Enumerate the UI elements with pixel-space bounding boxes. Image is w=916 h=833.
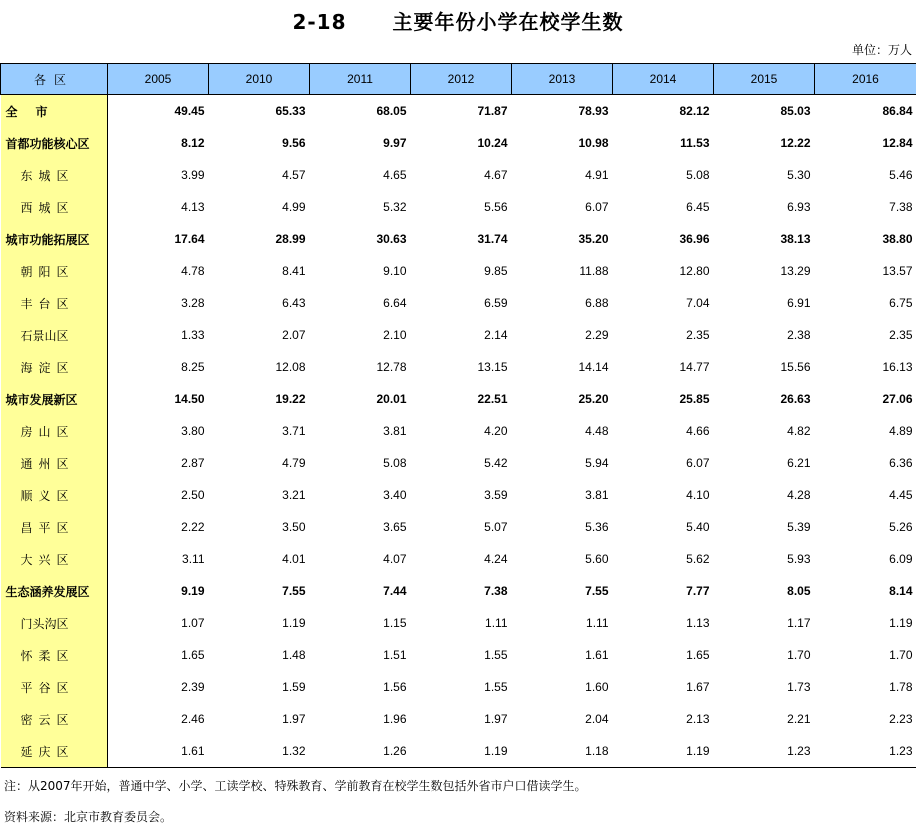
value-cell: 9.10 <box>383 264 407 278</box>
value-cell: 4.91 <box>585 168 609 182</box>
value-cell: 4.79 <box>282 456 306 470</box>
value-cell: 85.03 <box>780 104 811 118</box>
value-cell: 22.51 <box>477 392 508 406</box>
value-cell: 1.13 <box>686 616 710 630</box>
value-cell: 9.85 <box>484 264 508 278</box>
value-cell: 4.07 <box>383 552 407 566</box>
value-cell: 2.22 <box>181 520 205 534</box>
value-cell: 2.35 <box>686 328 710 342</box>
value-cell: 2.50 <box>181 488 205 502</box>
district-name: 房山区 <box>1 415 108 447</box>
table-row <box>1 607 916 639</box>
value-cell: 10.24 <box>477 136 508 150</box>
table-row <box>1 127 916 159</box>
table-row <box>1 671 916 703</box>
value-cell: 2.29 <box>585 328 609 342</box>
value-cell: 3.21 <box>282 488 306 502</box>
value-cell: 20.01 <box>376 392 407 406</box>
value-cell: 2.14 <box>484 328 508 342</box>
value-cell: 31.74 <box>477 232 508 246</box>
value-cell: 6.91 <box>787 296 811 310</box>
district-name: 海淀区 <box>1 351 108 383</box>
value-cell: 36.96 <box>679 232 710 246</box>
value-cell: 3.59 <box>484 488 508 502</box>
value-cell: 5.93 <box>787 552 811 566</box>
value-cell: 5.60 <box>585 552 609 566</box>
value-cell: 5.46 <box>889 168 913 182</box>
value-cell: 1.65 <box>181 648 205 662</box>
table-row <box>1 383 916 415</box>
district-name: 丰台区 <box>1 287 108 319</box>
value-cell: 1.19 <box>282 616 306 630</box>
source-note: 资料来源：北京市教育委员会。 <box>4 810 173 824</box>
value-cell: 7.04 <box>686 296 710 310</box>
data-table <box>0 63 916 768</box>
corner-header: 各区 <box>1 64 108 95</box>
value-cell: 11.53 <box>680 136 710 150</box>
value-cell: 6.21 <box>787 456 811 470</box>
value-cell: 2.38 <box>787 328 811 342</box>
value-cell: 9.19 <box>181 584 205 598</box>
value-cell: 5.42 <box>484 456 508 470</box>
district-name: 大兴区 <box>1 543 108 575</box>
value-cell: 1.48 <box>282 648 306 662</box>
district-name: 昌平区 <box>1 511 108 543</box>
value-cell: 1.33 <box>181 328 205 342</box>
value-cell: 1.65 <box>686 648 710 662</box>
value-cell: 5.40 <box>686 520 710 534</box>
value-cell: 6.64 <box>383 296 407 310</box>
value-cell: 1.78 <box>889 680 913 694</box>
district-name: 首都功能核心区 <box>1 127 108 159</box>
table-row <box>1 639 916 671</box>
year-header: 2013 <box>512 64 613 95</box>
value-cell: 16.13 <box>882 360 913 374</box>
district-name: 城市功能拓展区 <box>1 223 108 255</box>
value-cell: 14.77 <box>679 360 710 374</box>
district-name: 平谷区 <box>1 671 108 703</box>
value-cell: 1.73 <box>787 680 811 694</box>
value-cell: 28.99 <box>275 232 306 246</box>
year-header: 2011 <box>310 64 411 95</box>
value-cell: 9.97 <box>383 136 407 150</box>
value-cell: 30.63 <box>376 232 407 246</box>
year-header: 2016 <box>815 64 916 95</box>
value-cell: 12.80 <box>679 264 710 278</box>
value-cell: 4.20 <box>484 424 508 438</box>
year-header: 2005 <box>108 64 209 95</box>
value-cell: 5.94 <box>585 456 609 470</box>
value-cell: 2.39 <box>181 680 205 694</box>
table-row <box>1 223 916 255</box>
value-cell: 1.11 <box>485 616 508 630</box>
value-cell: 4.13 <box>181 200 205 214</box>
value-cell: 8.41 <box>282 264 306 278</box>
value-cell: 3.50 <box>282 520 306 534</box>
value-cell: 17.64 <box>174 232 205 246</box>
value-cell: 1.60 <box>585 680 609 694</box>
table-row <box>1 735 916 768</box>
value-cell: 4.99 <box>282 200 306 214</box>
value-cell: 7.38 <box>889 200 913 214</box>
value-cell: 1.70 <box>889 648 913 662</box>
table-row <box>1 255 916 287</box>
value-cell: 1.97 <box>282 712 306 726</box>
value-cell: 1.96 <box>383 712 407 726</box>
value-cell: 13.57 <box>882 264 913 278</box>
value-cell: 4.78 <box>181 264 205 278</box>
value-cell: 4.48 <box>585 424 609 438</box>
value-cell: 14.14 <box>578 360 609 374</box>
value-cell: 6.45 <box>686 200 710 214</box>
value-cell: 7.55 <box>282 584 306 598</box>
value-cell: 4.65 <box>383 168 407 182</box>
value-cell: 6.88 <box>585 296 609 310</box>
district-name: 朝阳区 <box>1 255 108 287</box>
value-cell: 6.59 <box>484 296 508 310</box>
district-name: 石景山区 <box>1 319 108 351</box>
table-row <box>1 319 916 351</box>
value-cell: 68.05 <box>376 104 407 118</box>
value-cell: 2.21 <box>787 712 811 726</box>
value-cell: 8.05 <box>787 584 811 598</box>
value-cell: 71.87 <box>477 104 508 118</box>
year-header: 2015 <box>714 64 815 95</box>
header-row <box>1 64 916 95</box>
value-cell: 7.44 <box>383 584 407 598</box>
value-cell: 6.36 <box>889 456 913 470</box>
value-cell: 6.75 <box>889 296 913 310</box>
table-row <box>1 447 916 479</box>
value-cell: 1.61 <box>585 648 609 662</box>
value-cell: 4.82 <box>787 424 811 438</box>
table-row <box>1 191 916 223</box>
district-name: 延庆区 <box>1 735 108 768</box>
value-cell: 12.08 <box>275 360 306 374</box>
value-cell: 13.15 <box>477 360 508 374</box>
value-cell: 5.36 <box>585 520 609 534</box>
value-cell: 82.12 <box>679 104 710 118</box>
value-cell: 3.99 <box>181 168 205 182</box>
value-cell: 12.84 <box>882 136 913 150</box>
value-cell: 19.22 <box>275 392 306 406</box>
value-cell: 4.28 <box>787 488 811 502</box>
district-name: 城市发展新区 <box>1 383 108 415</box>
value-cell: 1.97 <box>484 712 508 726</box>
table-row <box>1 479 916 511</box>
value-cell: 3.81 <box>383 424 407 438</box>
value-cell: 4.89 <box>889 424 913 438</box>
value-cell: 1.26 <box>310 735 411 768</box>
footnote: 注：从2007年开始，普通中学、小学、工读学校、特殊教育、学前教育在校学生数包括外省市户口借读学生。 <box>4 779 587 793</box>
value-cell: 3.28 <box>181 296 205 310</box>
value-cell: 25.85 <box>679 392 710 406</box>
value-cell: 9.56 <box>282 136 306 150</box>
value-cell: 6.07 <box>585 200 609 214</box>
value-cell: 3.11 <box>182 552 205 566</box>
value-cell: 3.81 <box>585 488 609 502</box>
value-cell: 5.39 <box>787 520 811 534</box>
value-cell: 78.93 <box>578 104 609 118</box>
value-cell: 38.80 <box>882 232 913 246</box>
value-cell: 5.62 <box>686 552 710 566</box>
value-cell: 2.04 <box>585 712 609 726</box>
value-cell: 8.14 <box>889 584 913 598</box>
district-name: 怀柔区 <box>1 639 108 671</box>
value-cell: 49.45 <box>174 104 205 118</box>
value-cell: 1.23 <box>714 735 815 768</box>
value-cell: 5.30 <box>787 168 811 182</box>
value-cell: 8.12 <box>181 136 205 150</box>
value-cell: 8.25 <box>181 360 205 374</box>
table-row <box>1 351 916 383</box>
value-cell: 3.65 <box>383 520 407 534</box>
value-cell: 1.17 <box>787 616 811 630</box>
value-cell: 1.59 <box>282 680 306 694</box>
value-cell: 6.07 <box>686 456 710 470</box>
value-cell: 2.10 <box>383 328 407 342</box>
value-cell: 65.33 <box>275 104 306 118</box>
value-cell: 3.40 <box>383 488 407 502</box>
value-cell: 86.84 <box>882 104 913 118</box>
value-cell: 1.56 <box>383 680 407 694</box>
value-cell: 4.66 <box>686 424 710 438</box>
district-name: 门头沟区 <box>1 607 108 639</box>
value-cell: 1.55 <box>484 648 508 662</box>
value-cell: 4.24 <box>484 552 508 566</box>
value-cell: 1.32 <box>209 735 310 768</box>
value-cell: 1.55 <box>484 680 508 694</box>
value-cell: 27.06 <box>882 392 913 406</box>
district-name: 东城区 <box>1 159 108 191</box>
value-cell: 11.88 <box>579 264 609 278</box>
value-cell: 7.55 <box>585 584 609 598</box>
table-row <box>1 543 916 575</box>
value-cell: 26.63 <box>780 392 811 406</box>
value-cell: 4.45 <box>889 488 913 502</box>
value-cell: 4.10 <box>686 488 710 502</box>
value-cell: 1.15 <box>383 616 407 630</box>
value-cell: 5.56 <box>484 200 508 214</box>
value-cell: 4.67 <box>484 168 508 182</box>
value-cell: 35.20 <box>578 232 609 246</box>
district-name: 生态涵养发展区 <box>1 575 108 607</box>
year-header: 2012 <box>411 64 512 95</box>
value-cell: 1.18 <box>512 735 613 768</box>
value-cell: 2.35 <box>889 328 913 342</box>
value-cell: 14.50 <box>174 392 205 406</box>
value-cell: 2.87 <box>181 456 205 470</box>
value-cell: 1.07 <box>181 616 205 630</box>
district-name: 顺义区 <box>1 479 108 511</box>
value-cell: 13.29 <box>780 264 811 278</box>
year-header: 2010 <box>209 64 310 95</box>
value-cell: 6.93 <box>787 200 811 214</box>
value-cell: 1.61 <box>108 735 209 768</box>
table-row <box>1 703 916 735</box>
value-cell: 5.08 <box>383 456 407 470</box>
value-cell: 2.07 <box>282 328 306 342</box>
value-cell: 2.13 <box>686 712 710 726</box>
table-row <box>1 575 916 607</box>
district-name: 西城区 <box>1 191 108 223</box>
table-number: 2-18 <box>292 10 347 34</box>
value-cell: 25.20 <box>578 392 609 406</box>
value-cell: 12.78 <box>376 360 407 374</box>
value-cell: 1.23 <box>815 735 916 768</box>
value-cell: 5.08 <box>686 168 710 182</box>
value-cell: 1.70 <box>787 648 811 662</box>
value-cell: 7.38 <box>484 584 508 598</box>
table-row <box>1 415 916 447</box>
value-cell: 4.01 <box>282 552 306 566</box>
table-row <box>1 95 916 128</box>
value-cell: 4.57 <box>282 168 306 182</box>
value-cell: 5.32 <box>383 200 407 214</box>
table-title: 主要年份小学在校学生数 <box>392 10 624 34</box>
unit-label: 单位：万人 <box>851 43 912 57</box>
value-cell: 38.13 <box>780 232 811 246</box>
value-cell: 1.67 <box>686 680 710 694</box>
value-cell: 15.56 <box>780 360 811 374</box>
value-cell: 6.43 <box>282 296 306 310</box>
value-cell: 6.09 <box>889 552 913 566</box>
table-row <box>1 511 916 543</box>
value-cell: 2.23 <box>889 712 913 726</box>
value-cell: 7.77 <box>686 584 710 598</box>
value-cell: 1.51 <box>383 648 407 662</box>
value-cell: 1.19 <box>889 616 913 630</box>
value-cell: 1.11 <box>586 616 609 630</box>
value-cell: 1.19 <box>411 735 512 768</box>
value-cell: 1.19 <box>613 735 714 768</box>
value-cell: 5.07 <box>484 520 508 534</box>
value-cell: 5.26 <box>889 520 913 534</box>
value-cell: 3.80 <box>181 424 205 438</box>
value-cell: 12.22 <box>780 136 811 150</box>
page-title <box>0 6 916 35</box>
value-cell: 10.98 <box>578 136 609 150</box>
district-name: 通州区 <box>1 447 108 479</box>
table-row <box>1 159 916 191</box>
value-cell: 3.71 <box>282 424 306 438</box>
district-name: 密云区 <box>1 703 108 735</box>
district-name: 全市 <box>1 95 108 128</box>
year-header: 2014 <box>613 64 714 95</box>
value-cell: 2.46 <box>181 712 205 726</box>
table-row <box>1 287 916 319</box>
